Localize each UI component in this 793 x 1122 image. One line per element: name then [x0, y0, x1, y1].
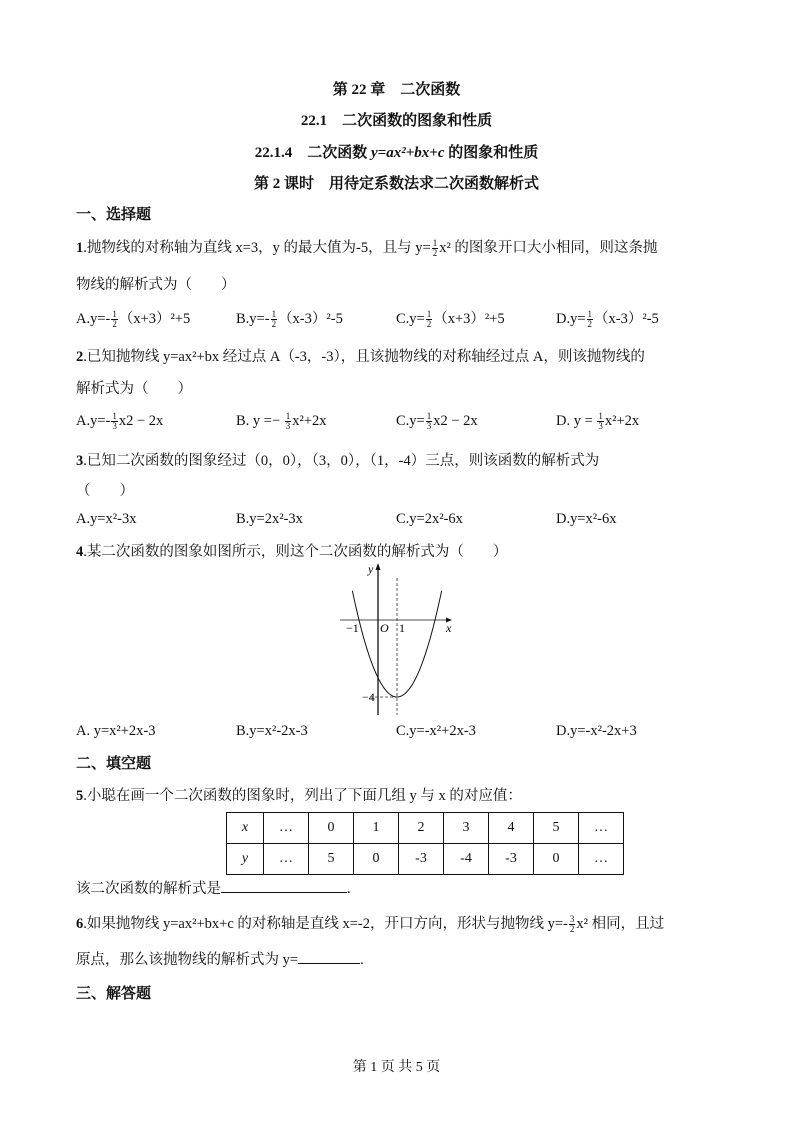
q4-option-d[interactable]: D.y=-x²-2x+3 [556, 723, 637, 739]
q1-option-c[interactable]: C.y= $\frac{1}{2}$ （x+3）²+5 [396, 309, 505, 330]
section-heading-choice: 一、选择题 [76, 207, 152, 223]
table-cell: … [579, 813, 624, 844]
question-4-line-1: 4.某二次函数的图象如图所示，则这个二次函数的解析式为（ ） [76, 544, 508, 560]
table-cell: … [264, 844, 309, 875]
q3-option-c[interactable]: C.y=2x²-6x [396, 511, 463, 527]
table-row-y [227, 844, 624, 875]
tick-label-1: 1 [399, 621, 405, 635]
question-2-line-2: 解析式为（ ） [76, 381, 192, 397]
subsection-title: 22.1.4 二次函数 y=ax²+bx+c 的图象和性质 [254, 145, 539, 161]
table-cell: … [579, 844, 624, 875]
table-cell: 2 [399, 813, 444, 844]
table-header-y: y [227, 844, 264, 875]
question-5-line-1: 5.小聪在画一个二次函数的图象时，列出了下面几组 y 与 x 的对应值： [76, 788, 522, 804]
question-1-line-2: 物线的解析式为（ ） [76, 277, 236, 293]
q2-option-b[interactable]: B. y =− $\frac{1}{3}$ x²+2x [236, 411, 327, 431]
page-footer: 第 1 页 共 5 页 [352, 1060, 441, 1075]
table-cell: 3 [444, 813, 489, 844]
table-cell: 1 [354, 813, 399, 844]
question-6-line-2: 原点，那么该抛物线的解析式为 y= . [76, 948, 364, 969]
tick-label-neg1: −1 [346, 621, 359, 635]
question-5-line-2: 该二次函数的解析式是 . [76, 877, 351, 898]
table-cell: -4 [444, 844, 489, 875]
question-3-line-2: （ ） [76, 483, 134, 499]
q4-option-a[interactable]: A. y=x²+2x-3 [76, 723, 156, 739]
table-cell: 0 [354, 844, 399, 875]
q4-option-c[interactable]: C.y=-x²+2x-3 [396, 723, 476, 739]
table-cell: 0 [534, 844, 579, 875]
q2-option-d[interactable]: D. y = $\frac{1}{3}$ x²+2x [556, 411, 640, 431]
x-axis-label: x [446, 621, 452, 635]
q3-option-d[interactable]: D.y=x²-6x [556, 511, 617, 527]
y-axis-label: y [368, 562, 374, 576]
table-cell: -3 [399, 844, 444, 875]
table-row-x [227, 813, 624, 844]
table-cell: 4 [489, 813, 534, 844]
value-table [226, 812, 624, 875]
table-cell: 5 [309, 844, 354, 875]
fraction: $\frac{1}{2}$ [432, 238, 438, 259]
y-axis-arrow [376, 563, 381, 570]
table-header-x: x [227, 813, 264, 844]
q1-option-d[interactable]: D.y= $\frac{1}{2}$ （x-3）²-5 [556, 309, 659, 330]
q3-option-a[interactable]: A.y=x²-3x [76, 511, 137, 527]
section-heading-answer: 三、解答题 [76, 986, 152, 1002]
question-2-line-1: 2.已知抛物线 y=ax²+bx 经过点 A（-3，-3），且该抛物线的对称轴经过点 A，则该抛物线的 [76, 349, 645, 365]
tick-label-neg4: −4 [362, 690, 375, 704]
parabola-graph [330, 560, 470, 720]
lesson-title: 第 2 课时 用待定系数法求二次函数解析式 [253, 176, 539, 192]
q4-option-b[interactable]: B.y=x²-2x-3 [236, 723, 308, 739]
section-title: 22.1 二次函数的图象和性质 [300, 113, 493, 129]
question-6-line-1: 6.如果抛物线 y=ax²+bx+c 的对称轴是直线 x=-2，开口方向，形状与抛物线 y=- $\frac{3}{2}$ x² 相同，且过 [76, 914, 665, 935]
q1-option-a[interactable]: A.y=- $\frac{1}{2}$ （x+3）²+5 [76, 309, 191, 330]
table-cell: … [264, 813, 309, 844]
q2-option-c[interactable]: C.y= $\frac{1}{3}$ x2 − 2x [396, 411, 478, 431]
section-heading-fill: 二、填空题 [76, 756, 152, 772]
table-cell: 5 [534, 813, 579, 844]
q1-option-b[interactable]: B.y=- $\frac{1}{2}$ （x-3）²-5 [236, 309, 343, 330]
answer-blank-q6[interactable] [298, 949, 360, 964]
chapter-title: 第 22 章 二次函数 [332, 82, 461, 98]
question-3-line-1: 3.已知二次函数的图象经过（0，0），（3，0），（1，-4）三点，则该函数的解析式为 [76, 453, 600, 469]
table-cell: 0 [309, 813, 354, 844]
answer-blank-q5[interactable] [221, 878, 347, 893]
question-1-line-1: 1.抛物线的对称轴为直线 x=3，y 的最大值为-5，且与 y= $\frac{1}{2}$ x² 的图象开口大小相同，则这条抛 [76, 238, 658, 259]
q2-option-a[interactable]: A.y=- $\frac{1}{3}$ x2 − 2x [76, 411, 164, 431]
origin-label: O [380, 621, 389, 635]
table-cell: -3 [489, 844, 534, 875]
q3-option-b[interactable]: B.y=2x²-3x [236, 511, 303, 527]
